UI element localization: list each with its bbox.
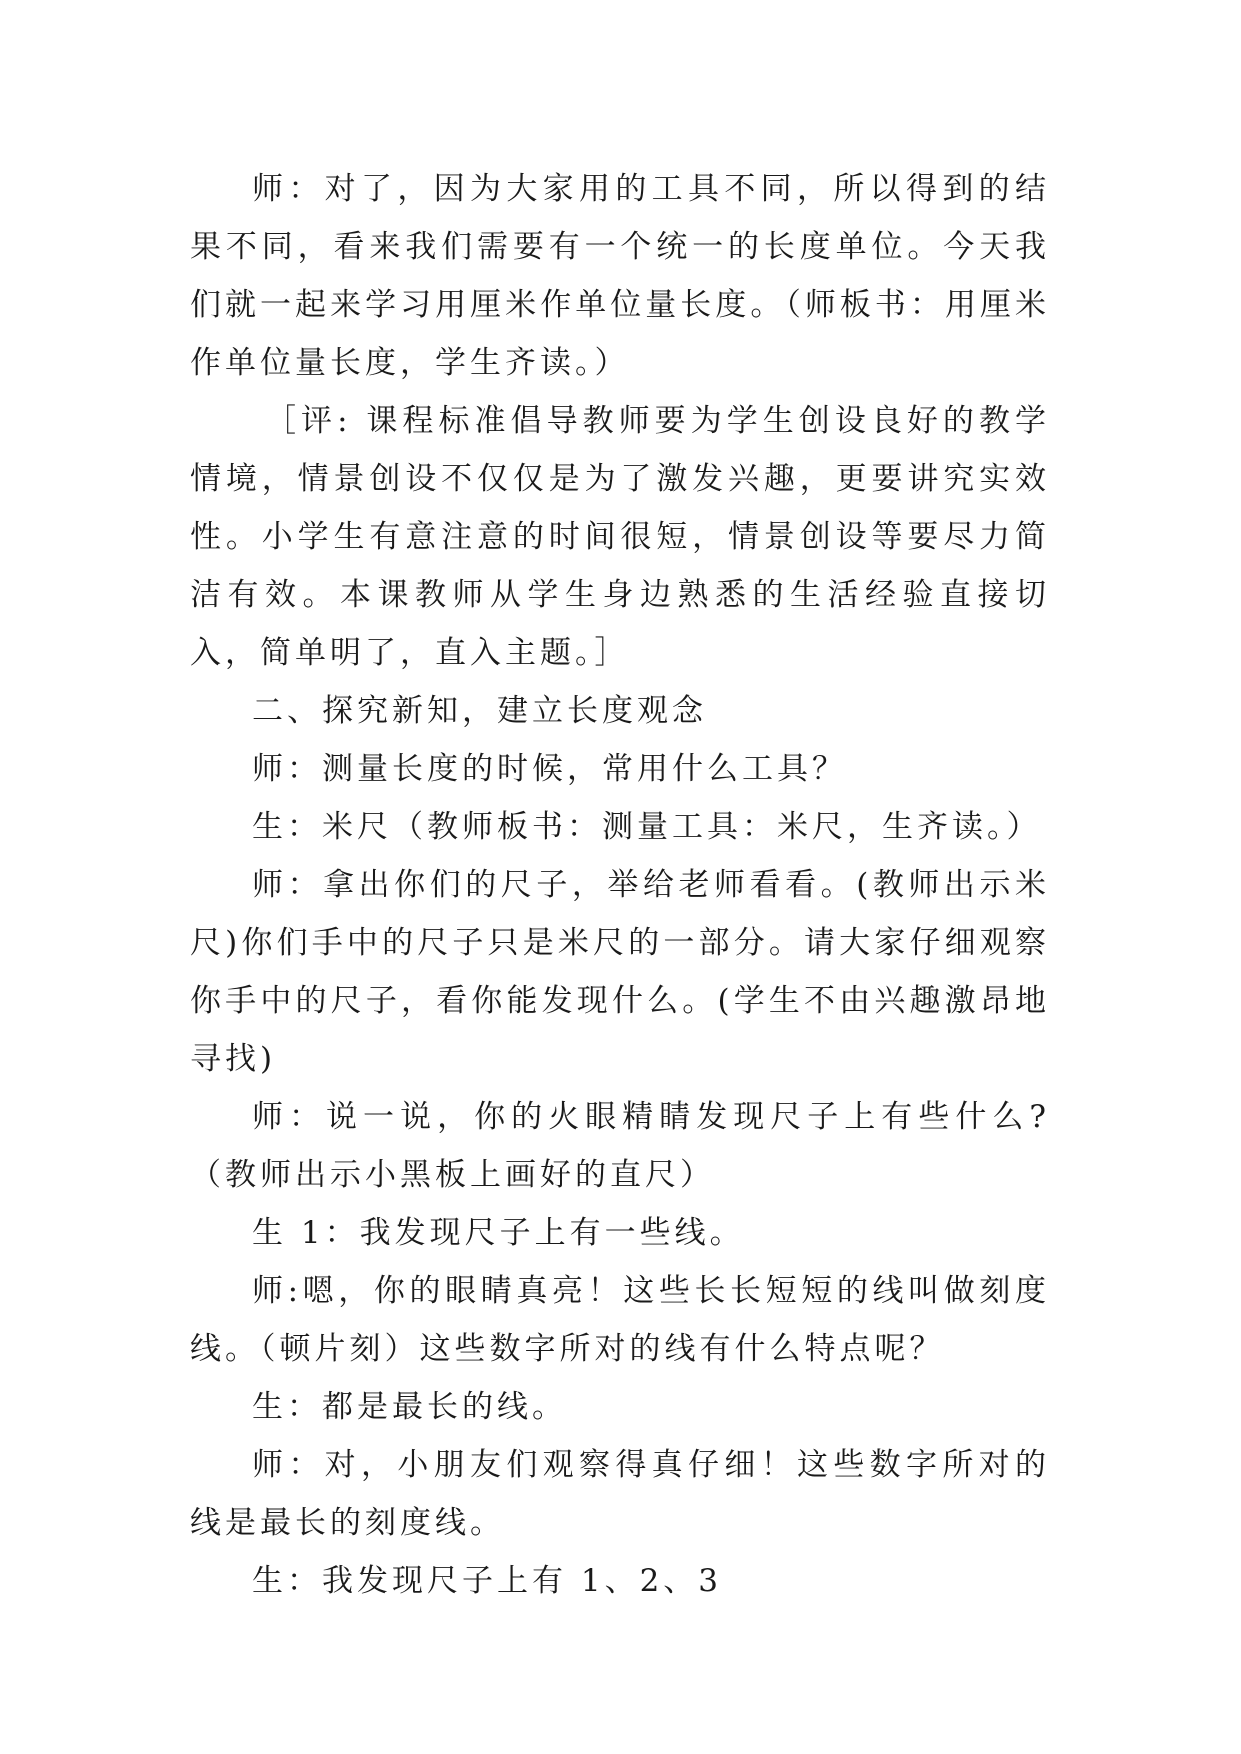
paragraph-student-1: 生 1：我发现尺子上有一些线。 (252, 1215, 745, 1251)
paragraph-teacher-ruler: 师：拿出你们的尺子，举给老师看看。(教师出示米尺)你们手中的尺子只是米尺的一部分。请大家仔细观察你手中的尺子，看你能发现什么。(学生不由兴趣激昂地寻找) (190, 867, 1050, 1077)
paragraph-teacher-observe: 师：说一说，你的火眼精睛发现尺子上有些什么?（教师出示小黑板上画好的直尺） (190, 1099, 1050, 1193)
paragraph-student-longest: 生：都是最长的线。 (252, 1389, 567, 1425)
paragraph-teacher-question: 师：测量长度的时候，常用什么工具？ (252, 751, 847, 787)
paragraph-teacher-unit: 师：对了，因为大家用的工具不同，所以得到的结果不同，看来我们需要有一个统一的长度单位。今天我们就一起来学习用厘米作单位量长度。（师板书：用厘米作单位量长度，学生齐读。） (190, 171, 1050, 381)
document-body (190, 160, 1050, 1610)
paragraph-comment: ［评: 课程标准倡导教师要为学生创设良好的教学情境，情景创设不仅仅是为了激发兴趣，更要讲究实效性。小学生有意注意的时间很短，情景创设等要尽力简洁有效。本课教师从学生身边熟悉的生活经验直接切入，简单明了，直入主题。］ (190, 403, 1050, 671)
paragraph-student-numbers: 生：我发现尺子上有 1、2、3 (252, 1563, 723, 1599)
paragraph-student-answer: 生：米尺（教师板书：测量工具：米尺，生齐读。） (252, 809, 1042, 845)
paragraph-teacher-ticks: 师:嗯，你的眼睛真亮！这些长长短短的线叫做刻度线。（顿片刻）这些数字所对的线有什么特点呢？ (190, 1273, 1050, 1367)
paragraph-teacher-praise: 师：对，小朋友们观察得真仔细！这些数字所对的线是最长的刻度线。 (190, 1447, 1050, 1541)
section-heading: 二、探究新知，建立长度观念 (252, 693, 707, 729)
